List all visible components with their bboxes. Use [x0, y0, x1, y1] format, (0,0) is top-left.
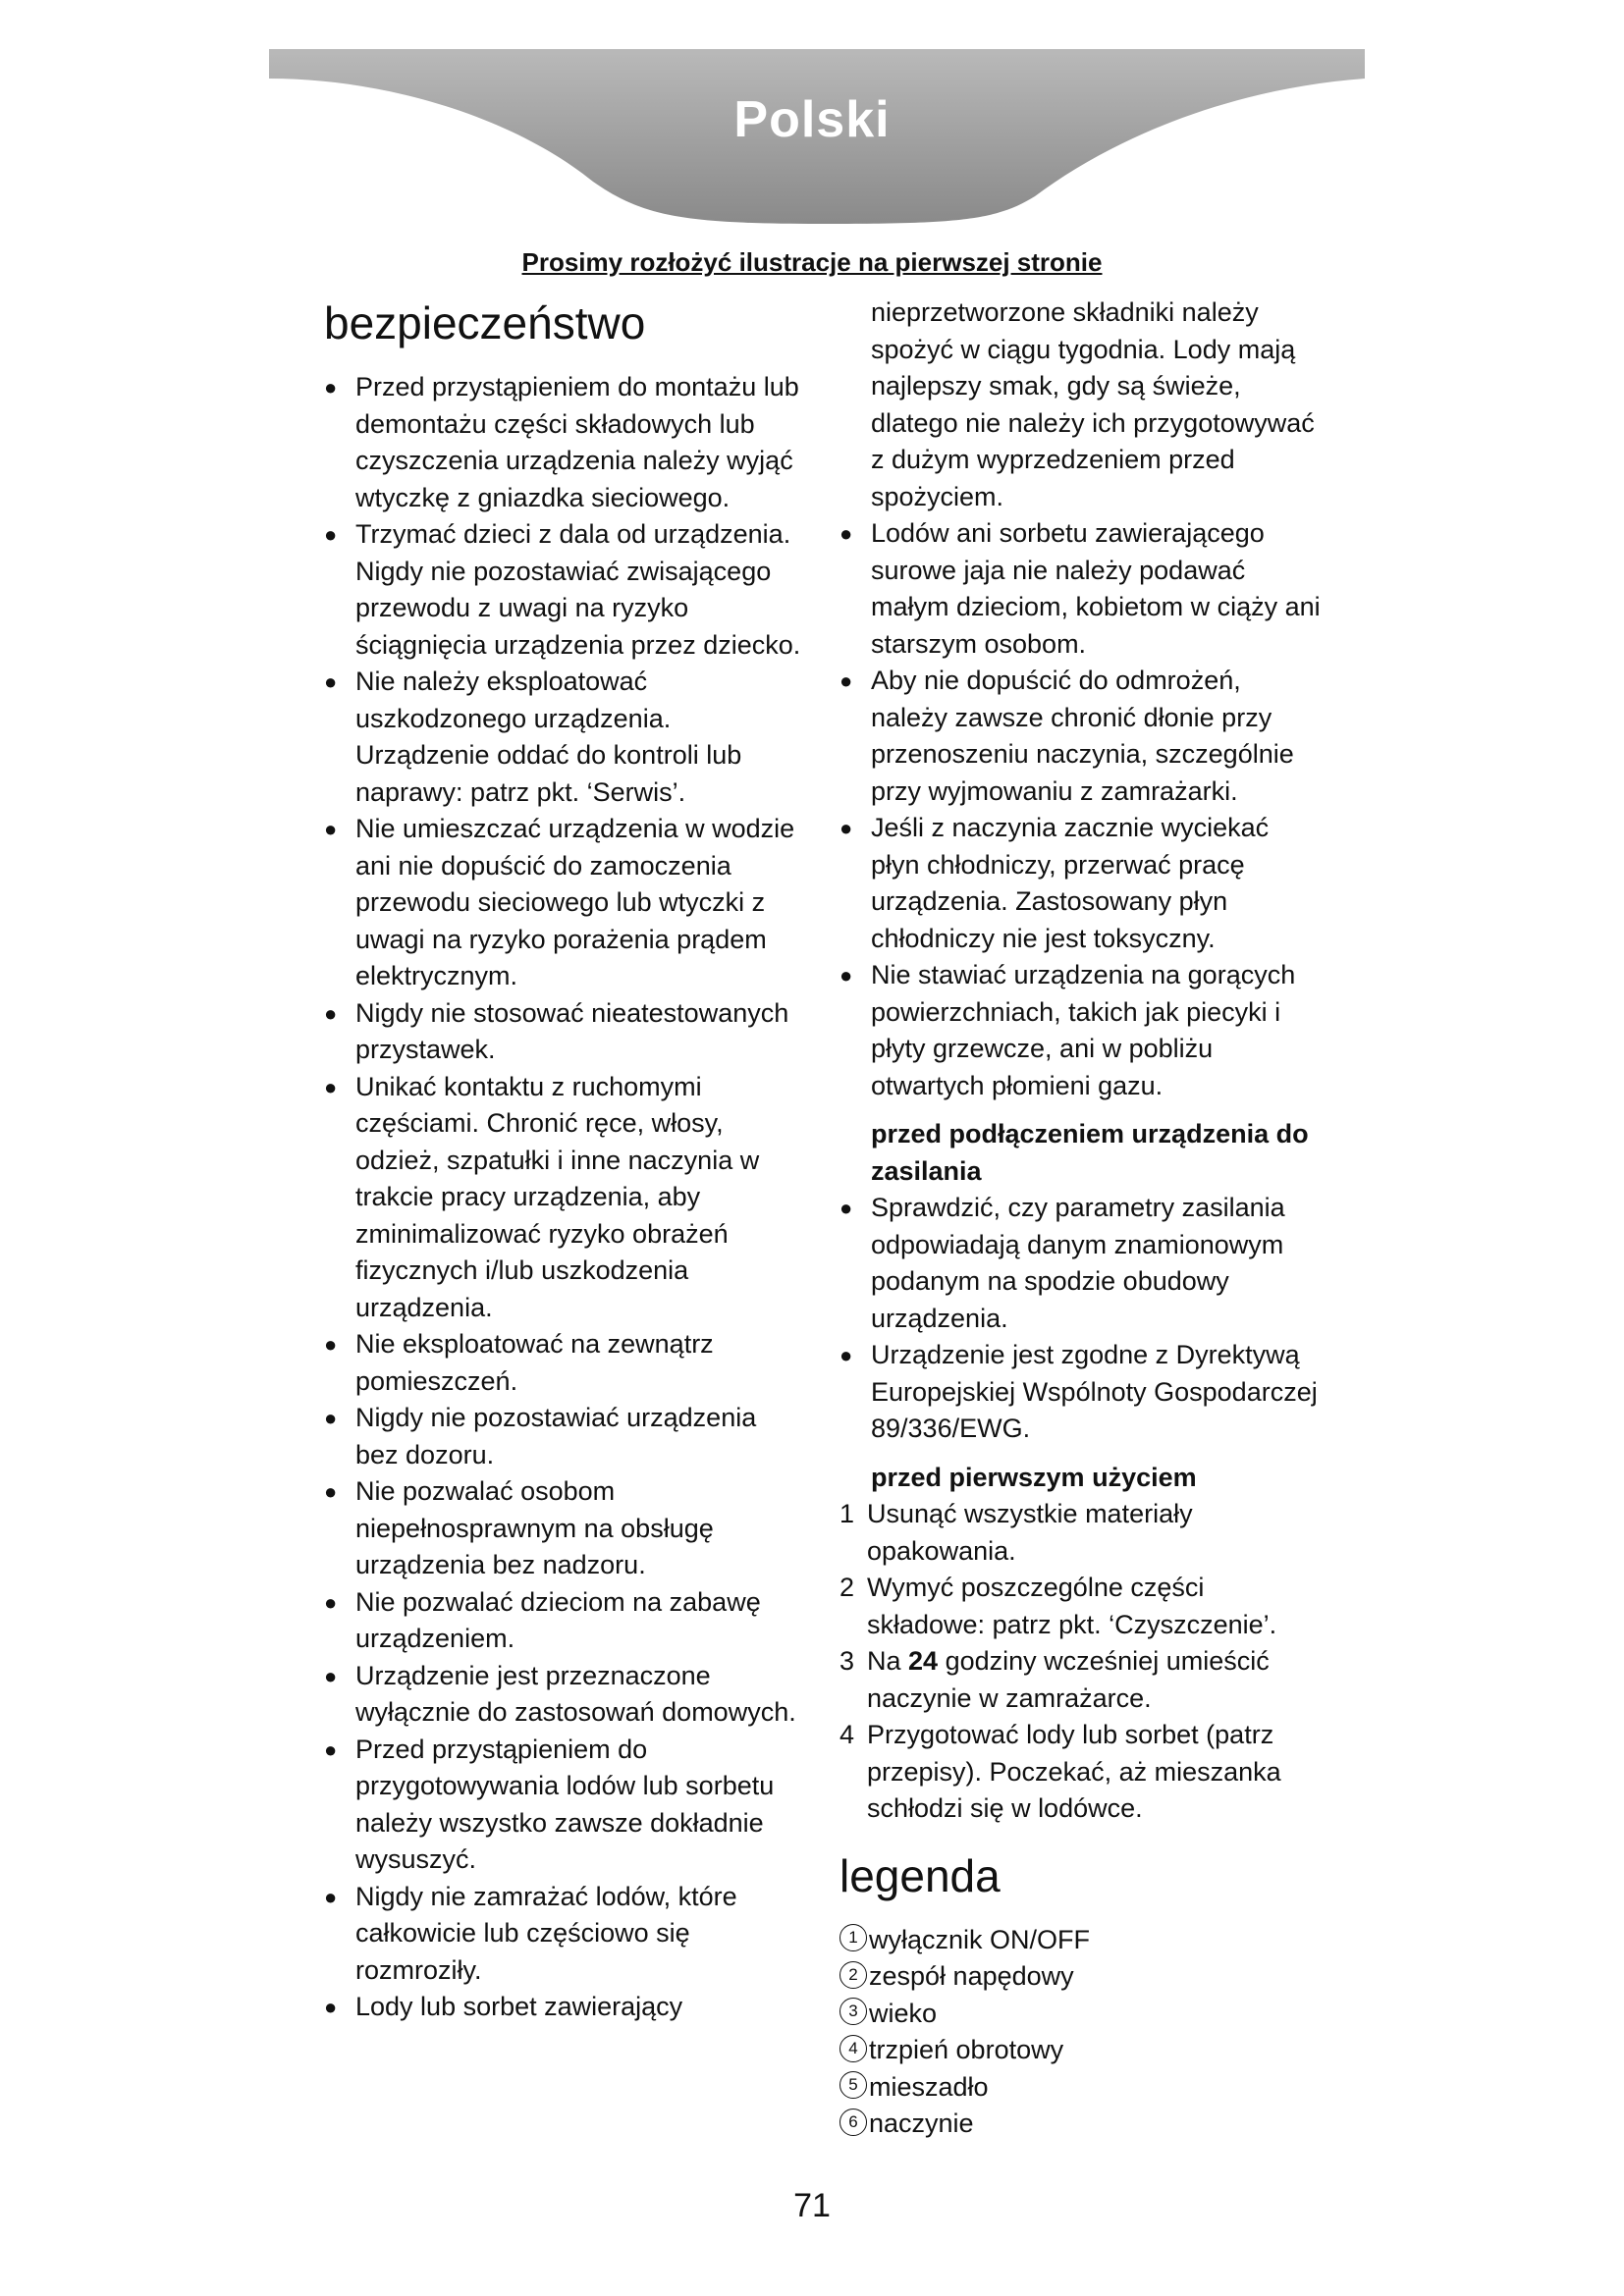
safety-item: ● Lodów ani sorbetu zawierającego surowe jaja nie należy podawać małym dzieciom, kobietom w ciąży ani starszym osobom. — [839, 515, 1321, 663]
step-item — [839, 1717, 1321, 1828]
safety-item: ● Jeśli z naczynia zacznie wyciekać płyn chłodniczy, przerwać pracę urządzenia. Zastosowany płyn chłodniczy nie jest toksyczny. — [839, 810, 1321, 957]
safety-list — [324, 369, 805, 2026]
legend-label: trzpień obrotowy — [869, 2035, 1064, 2064]
fold-out-notice: Prosimy rozłożyć ilustracje na pierwszej stronie — [521, 247, 1103, 277]
left-column — [324, 294, 805, 2026]
step-number: 3 — [839, 1646, 855, 1676]
step-number: 1 — [839, 1499, 855, 1528]
safety-item: ● Trzymać dzieci z dala od urządzenia. Nigdy nie pozostawiać zwisającego przewodu z uwagi na ryzyko ściągnięcia urządzenia przez dziecko. — [324, 516, 805, 664]
legend-item — [839, 1922, 1321, 1959]
legend-item — [839, 1958, 1321, 1996]
legend-item — [839, 2032, 1321, 2069]
legend-number: 4 — [839, 2035, 867, 2062]
step-text-post: godziny wcześniej umieścić naczynie w zamrażarce. — [867, 1646, 1270, 1713]
legend-item — [839, 2106, 1321, 2143]
safety-item: ● Nigdy nie pozostawiać urządzenia bez dozoru. — [324, 1400, 805, 1473]
safety-item: ● Lody lub sorbet zawierający — [324, 1989, 805, 2026]
step-hours: 24 — [908, 1646, 939, 1676]
power-item: ● Urządzenie jest zgodne z Dyrektywą Europejskiej Wspólnoty Gospodarczej 89/336/EWG. — [839, 1337, 1321, 1448]
legend-number: 3 — [839, 1998, 867, 2025]
legend-label: wyłącznik ON/OFF — [869, 1924, 1091, 1954]
step-number: 4 — [839, 1720, 855, 1749]
safety-heading: bezpieczeństwo — [324, 297, 646, 348]
step-text: Wymyć poszczególne części składowe: patrz pkt. ‘Czyszczenie’. — [867, 1573, 1277, 1639]
safety-item: ● Unikać kontaktu z ruchomymi częściami. Chronić ręce, włosy, odzież, szpatułki i inne naczynia w trakcie pracy urządzenia, aby zminimalizować ryzyko obrażeń fizycznych i/lub uszkodzenia urządzenia. — [324, 1069, 805, 1327]
legend-label: mieszadło — [869, 2071, 989, 2102]
safety-item: ● Przed przystąpieniem do przygotowywania lodów lub sorbetu należy wszystko zawsze dokładnie wysuszyć. — [324, 1732, 805, 1879]
legend-label: zespół napędowy — [869, 1961, 1074, 1991]
safety-item: ● Nigdy nie stosować nieatestowanych przystawek. — [324, 995, 805, 1069]
legend-label: naczynie — [869, 2109, 974, 2138]
step-text: Usunąć wszystkie materiały opakowania. — [867, 1499, 1193, 1566]
step-item — [839, 1643, 1321, 1717]
legend-number: 6 — [839, 2109, 867, 2136]
step-item — [839, 1496, 1321, 1570]
right-column — [839, 294, 1321, 2143]
legend-number: 2 — [839, 1961, 867, 1989]
language-title: Polski — [733, 91, 891, 148]
safety-item: ● Nie eksploatować na zewnątrz pomieszczeń. — [324, 1326, 805, 1400]
safety-item: ● Nigdy nie zamrażać lodów, które całkowicie lub częściowo się rozmroziły. — [324, 1879, 805, 1990]
legend-number: 1 — [839, 1924, 867, 1951]
legend-heading: legenda — [839, 1849, 1001, 1901]
legend-number: 5 — [839, 2071, 867, 2099]
safety-item: ● Nie należy eksploatować uszkodzonego urządzenia. Urządzenie oddać do kontroli lub naprawy: patrz pkt. ‘Serwis’. — [324, 664, 805, 811]
safety-item: ● Aby nie dopuścić do odmrożeń, należy zawsze chronić dłonie przy przenoszeniu naczynia, szczególnie przy wyjmowaniu z zamrażarki. — [839, 663, 1321, 810]
step-text: Przygotować lody lub sorbet (patrz przepisy). Poczekać, aż mieszanka schłodzi się w lodówce. — [867, 1720, 1281, 1823]
safety-continued: nieprzetworzone składniki należy spożyć w ciągu tygodnia. Lody mają najlepszy smak, gdy są świeże, dlatego nie należy ich przygotowywać z dużym wyprzedzeniem przed spożyciem. — [871, 297, 1315, 511]
legend-list — [839, 1922, 1321, 2143]
safety-item: ● Nie pozwalać osobom niepełnosprawnym na obsługę urządzenia bez nadzoru. — [324, 1473, 805, 1584]
legend-item — [839, 1996, 1321, 2033]
step-item — [839, 1570, 1321, 1643]
first-use-steps — [839, 1496, 1321, 1828]
safety-list-continued — [839, 515, 1321, 1104]
step-text-pre: Na — [867, 1646, 909, 1676]
step-number: 2 — [839, 1573, 855, 1602]
legend-item — [839, 2069, 1321, 2107]
power-list — [839, 1190, 1321, 1448]
safety-item: ● Nie stawiać urządzenia na gorących powierzchniach, takich jak piecyki i płyty grzewcze, ani w pobliżu otwartych płomieni gazu. — [839, 957, 1321, 1104]
safety-item: ● Przed przystąpieniem do montażu lub demontażu części składowych lub czyszczenia urządzenia należy wyjąć wtyczkę z gniazdka sieciowego. — [324, 369, 805, 516]
safety-item: ● Nie pozwalać dzieciom na zabawę urządzeniem. — [324, 1584, 805, 1658]
power-heading: przed podłączeniem urządzenia do zasilania — [871, 1119, 1309, 1186]
legend-label: wieko — [869, 1998, 938, 2028]
page-number: 71 — [793, 2187, 831, 2224]
power-item: ● Sprawdzić, czy parametry zasilania odpowiadają danym znamionowym podanym na spodzie obudowy urządzenia. — [839, 1190, 1321, 1337]
safety-item: ● Urządzenie jest przeznaczone wyłącznie do zastosowań domowych. — [324, 1658, 805, 1732]
safety-item: ● Nie umieszczać urządzenia w wodzie ani nie dopuścić do zamoczenia przewodu sieciowego lub wtyczki z uwagi na ryzyko porażenia prądem elektrycznym. — [324, 811, 805, 995]
first-use-heading: przed pierwszym użyciem — [871, 1462, 1197, 1492]
